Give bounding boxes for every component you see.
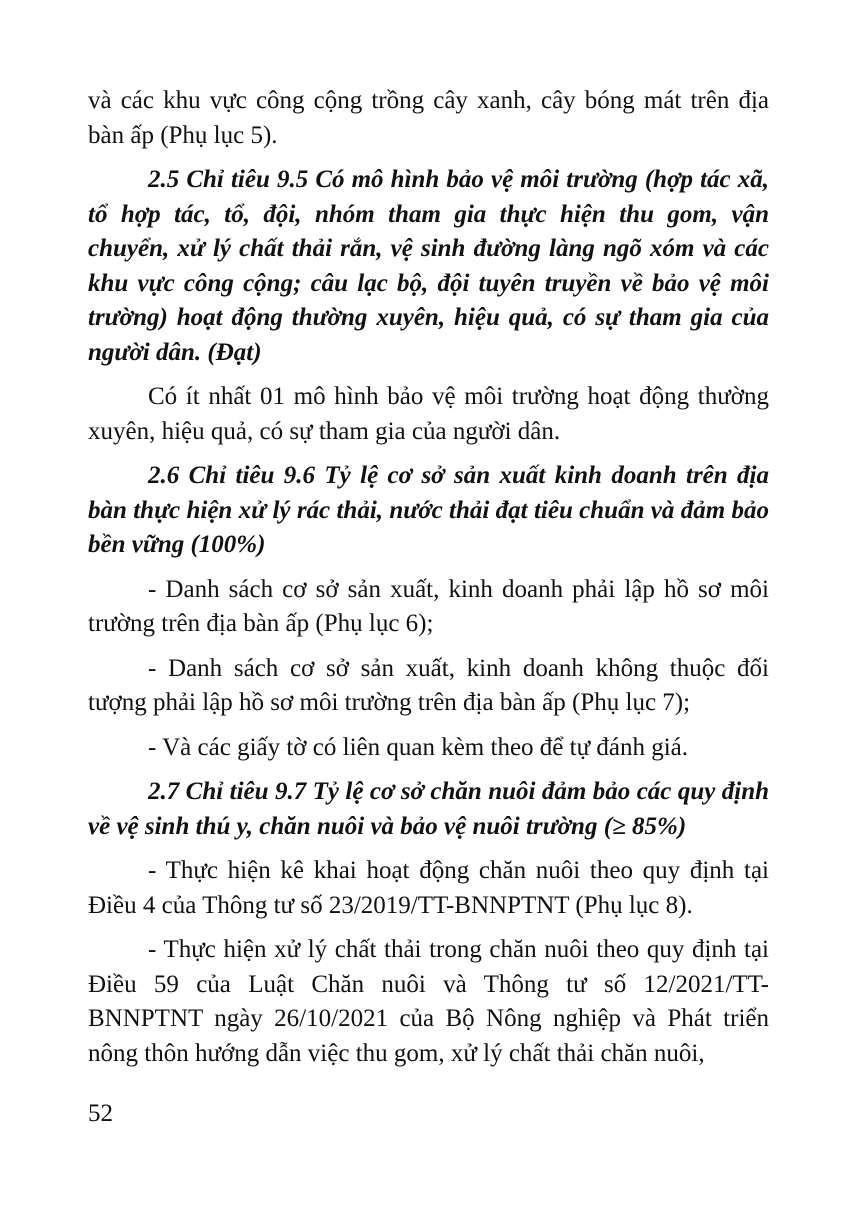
page-number: 52 [88, 1100, 113, 1127]
list-item: - Danh sách cơ sở sản xuất, kinh doanh không thuộc đối tượng phải lập hồ sơ môi trường trên địa bàn ấp (Phụ lục 7); [88, 654, 769, 716]
list-item: - Và các giấy tờ có liên quan kèm theo để tự đánh giá. [148, 733, 689, 761]
section-heading-2-5: 2.5 Chỉ tiêu 9.5 Có mô hình bảo vệ môi trường (hợp tác xã, tổ hợp tác, tổ, đội, nhóm tham gia thực hiện thu gom, vận chuyển, xử lý chất thải rắn, vệ sinh đường làng ngõ xóm và các khu vực công cộng; câu lạc bộ, đội tuyên truyền về bảo vệ môi trường) hoạt động thường xuyên, hiệu quả, có sự tham gia của người dân. (Đạt) [88, 166, 769, 366]
list-item: - Thực hiện kê khai hoạt động chăn nuôi theo quy định tại Điều 4 của Thông tư số 23/2019/TT-BNNPTNT (Phụ lục 8). [88, 857, 769, 919]
body-paragraph: Có ít nhất 01 mô hình bảo vệ môi trường hoạt động thường xuyên, hiệu quả, có sự tham gia của người dân. [88, 383, 769, 445]
document-page [88, 84, 769, 1071]
list-item: - Danh sách cơ sở sản xuất, kinh doanh phải lập hồ sơ môi trường trên địa bàn ấp (Phụ lục 6); [88, 575, 769, 637]
section-heading-2-7: 2.7 Chỉ tiêu 9.7 Tỷ lệ cơ sở chăn nuôi đảm bảo các quy định về vệ sinh thú y, chăn nuôi và bảo vệ nuôi trường (≥ 85%) [88, 778, 769, 840]
list-item: - Thực hiện xử lý chất thải trong chăn nuôi theo quy định tại Điều 59 của Luật Chăn nuôi và Thông tư số 12/2021/TT-BNNPTNT ngày 26/10/2021 của Bộ Nông nghiệp và Phát triển nông thôn hướng dẫn việc thu gom, xử lý chất thải chăn nuôi, [88, 936, 769, 1067]
body-paragraph: và các khu vực công cộng trồng cây xanh, cây bóng mát trên địa bàn ấp (Phụ lục 5). [88, 87, 769, 149]
section-heading-2-6: 2.6 Chỉ tiêu 9.6 Tỷ lệ cơ sở sản xuất kinh doanh trên địa bàn thực hiện xử lý rác thải, nước thải đạt tiêu chuẩn và đảm bảo bền vững (100%) [88, 462, 769, 558]
